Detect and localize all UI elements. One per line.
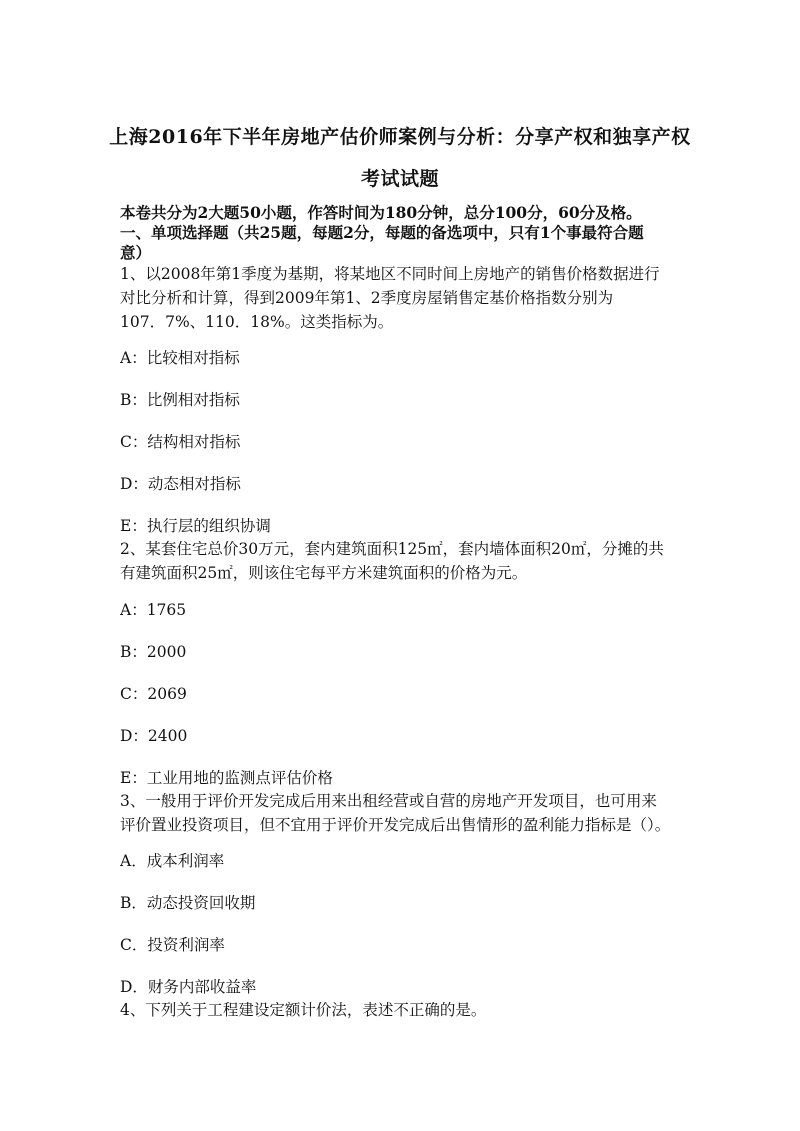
exam-intro: 本卷共分为2大题50小题，作答时间为180分钟，总分100分，60分及格。 bbox=[120, 203, 642, 222]
question-2-option-d: D：2400 bbox=[120, 727, 188, 745]
document-title-line-1: 上海2016年下半年房地产估价师案例与分析：分享产权和独享产权 bbox=[109, 126, 691, 148]
section-heading-continued: 意） bbox=[120, 243, 152, 262]
question-3-option-d: D．财务内部收益率 bbox=[120, 978, 257, 996]
question-1-stem-line-2: 对比分析和计算，得到2009年第1、2季度房屋销售定基价格指数分别为 bbox=[120, 289, 614, 307]
question-3-option-a: A．成本利润率 bbox=[120, 852, 225, 870]
question-3-stem-line-1: 3、一般用于评价开发完成后用来出租经营或自营的房地产开发项目，也可用来 bbox=[120, 792, 657, 810]
question-1-option-a: A：比较相对指标 bbox=[120, 349, 240, 367]
question-4-stem-line-1: 4、下列关于工程建设定额计价法，表述不正确的是。 bbox=[120, 1001, 487, 1019]
question-2-option-b: B：2000 bbox=[120, 643, 187, 661]
question-2-option-a: A：1765 bbox=[120, 601, 187, 619]
question-1-option-d: D：动态相对指标 bbox=[120, 475, 241, 493]
question-2-option-e: E：工业用地的监测点评估价格 bbox=[120, 769, 333, 787]
question-3-option-b: B．动态投资回收期 bbox=[120, 894, 256, 912]
question-1-stem-line-1: 1、以2008年第1季度为基期，将某地区不同时间上房地产的销售价格数据进行 bbox=[120, 265, 660, 283]
question-1-option-e: E：执行层的组织协调 bbox=[120, 517, 271, 535]
question-1-stem-line-3: 107．7%、110．18%。这类指标为。 bbox=[120, 313, 394, 331]
question-1-option-c: C：结构相对指标 bbox=[120, 433, 241, 451]
question-3-stem-line-2: 评价置业投资项目，但不宜用于评价开发完成后出售情形的盈利能力指标是（）。 bbox=[120, 816, 671, 834]
question-1-option-b: B：比例相对指标 bbox=[120, 391, 240, 409]
question-2-stem-line-2: 有建筑面积25㎡，则该住宅每平方米建筑面积的价格为元。 bbox=[120, 564, 528, 582]
section-heading: 一、单项选择题（共25题，每题2分，每题的备选项中，只有1个事最符合题 bbox=[120, 223, 644, 242]
question-2-stem-line-1: 2、某套住宅总价30万元，套内建筑面积125㎡，套内墙体面积20㎡，分摊的共 bbox=[120, 540, 664, 558]
question-3-option-c: C．投资利润率 bbox=[120, 936, 225, 954]
document-title-line-2: 考试试题 bbox=[360, 168, 439, 190]
question-2-option-c: C：2069 bbox=[120, 685, 187, 703]
